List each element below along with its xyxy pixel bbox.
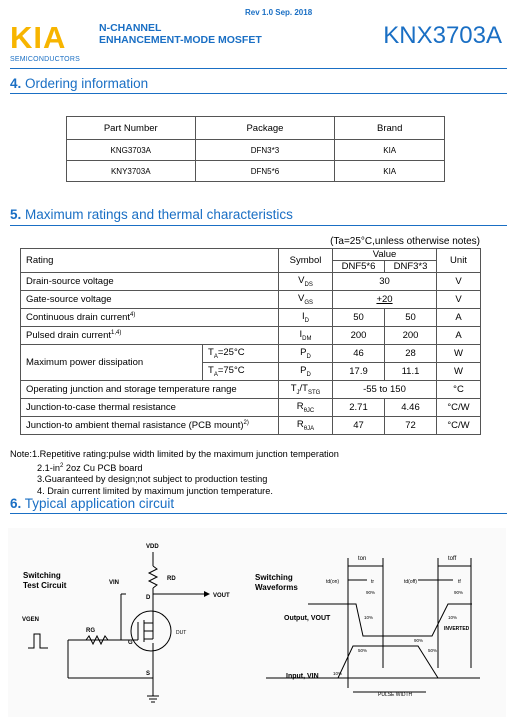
table-row [67,161,445,182]
symbol-pd-25: $P_D$ [279,345,333,363]
section6-number: 6. [10,496,22,511]
ratings-table [20,248,481,435]
col-symbol: Symbol [279,249,333,273]
wave-title-2: Waveforms [255,583,298,592]
label-vgen: VGEN [22,617,40,623]
unit-rja: °C/W [437,417,481,435]
rating-id: Continuous drain current$^{4)}$ [21,309,279,327]
col-brand: Brand [335,117,445,140]
label-50a: 50% [358,648,368,653]
part-number: KNX3703A [383,22,502,49]
col-unit: Unit [437,249,481,273]
cond-pd-75: $T_A=75^\circ C$ [203,363,279,381]
symbol-rjc: $R_{\theta JC}$ [279,399,333,417]
note-3: 3.Guaranteed by design;not subject to production testing [37,474,268,485]
rating-rja: Junction-to ambient themal rasistance (PCB mount)$^{2)}$ [21,417,279,435]
rating-pd: Maximum power dissipation [21,345,203,381]
label-rg: RG [86,628,95,634]
symbol-vgs: $V_{GS}$ [279,291,333,309]
rating-rjc: Junction-to-case thermal resistance [21,399,279,417]
wave-title-1: Switching [255,573,293,582]
symbol-tj: $T_J/T_{STG}$ [279,381,333,399]
label-s: S [146,671,151,677]
section5-heading [10,207,293,222]
table-row [21,345,481,363]
table-row [21,291,481,309]
section4-rule [10,93,507,94]
table-row [21,327,481,345]
unit-id: A [437,309,481,327]
section6-title: Typical application circuit [24,496,175,511]
value-rja-dfn56: 47 [333,417,385,435]
label-90a: 90% [366,590,376,595]
label-inverted: INVERTED [444,626,470,632]
label-g: G [128,640,133,646]
label-tdon: td(on) [326,579,340,585]
label-vin: VIN [109,580,120,586]
unit-pd-75: W [437,363,481,381]
section5-number: 5. [10,207,22,222]
table-row [21,273,481,291]
col-dfn56: DNF5*6 [333,261,385,273]
title-line2: ENHANCEMENT-MODE MOSFET [99,34,262,46]
value-id-dfn56: 50 [333,309,385,327]
symbol-rja: $R_{\theta JA}$ [279,417,333,435]
test-title-1: Switching [23,571,61,580]
table-row [21,417,481,435]
revision-label: Rev 1.0 Sep. 2018 [245,8,313,17]
unit-vds: V [437,273,481,291]
label-dut: DUT [176,630,187,636]
label-10a: 10% [364,615,374,620]
note-1: Note:1.Repetitive rating:pulse width limited by the maximum junction temperation [10,449,339,459]
value-idm-dfn56: 200 [333,327,385,345]
section6-heading [10,496,174,511]
section4-number: 4. [10,76,22,91]
unit-tj: °C [437,381,481,399]
section5-title: Maximum ratings and thermal characteristics [25,207,293,222]
notes [10,449,339,497]
label-10c: 10% [333,671,343,676]
value-rjc-dfn56: 2.71 [333,399,385,417]
label-tr: tr [371,579,375,585]
test-condition: (Ta=25°C,unless otherwise notes) [330,236,480,247]
label-d: D [146,595,151,601]
value-rja-dfn33: 72 [385,417,437,435]
value-pd75-dfn33: 11.1 [385,363,437,381]
header-rule [10,68,507,69]
kia-logo: KIA [10,20,67,55]
test-title-2: Test Circuit [23,581,67,590]
label-tf: tf [458,579,461,585]
value-vds: 30 [333,273,437,291]
value-vgs: +20 [333,291,437,309]
label-50b: 50% [428,648,438,653]
rating-tj: Operating junction and storage temperature range [21,381,279,399]
value-idm-dfn33: 200 [385,327,437,345]
cond-pd-25: $T_A=25^\circ C$ [203,345,279,363]
unit-pd-25: W [437,345,481,363]
title-line1: N-CHANNEL [99,22,162,34]
table-row [21,381,481,399]
symbol-idm: $I_{DM}$ [279,327,333,345]
symbol-id: $I_D$ [279,309,333,327]
section6-rule [10,513,507,514]
unit-idm: A [437,327,481,345]
table-row [21,309,481,327]
table-header-row [21,249,481,261]
label-rd: RD [167,576,176,582]
col-rating: Rating [21,249,279,273]
section4-title: Ordering information [25,76,149,91]
label-tdoff: td(off) [404,579,417,585]
ordering-table [66,116,445,182]
logo-subtitle: SEMICONDUCTORS [10,56,80,63]
application-circuit-figure [8,528,506,717]
table-row [21,399,481,417]
value-pd25-dfn33: 28 [385,345,437,363]
rating-vgs: Gate-source voltage [21,291,279,309]
symbol-vds: $V_{DS}$ [279,273,333,291]
value-pd75-dfn56: 17.9 [333,363,385,381]
table-row [67,140,445,161]
cell-package: DFN3*3 [195,140,335,161]
rating-vds: Drain-source voltage [21,273,279,291]
label-ton: ton [358,556,367,562]
note-4: 4. Drain current limited by maximum junction temperature. [37,485,273,496]
unit-vgs: V [437,291,481,309]
label-vout: VOUT [213,593,230,599]
label-90b: 90% [454,590,464,595]
table-header-row [67,117,445,140]
device-type-title [99,22,262,46]
label-input: Input, VIN [286,673,319,680]
unit-rjc: °C/W [437,399,481,417]
col-package: Package [195,117,335,140]
label-10b: 10% [448,615,458,620]
value-id-dfn33: 50 [385,309,437,327]
note-2: $2.1-in^2$ 2oz Cu PCB board [37,462,143,473]
section5-rule [10,225,507,226]
cell-brand: KIA [335,161,445,182]
col-part-number: Part Number [67,117,196,140]
rating-idm: Pulsed drain current$^{1,4)}$ [21,327,279,345]
col-value: Value [333,249,437,261]
symbol-pd-75: $P_D$ [279,363,333,381]
label-pulse-width: PULSE WIDTH [378,692,413,698]
value-pd25-dfn56: 46 [333,345,385,363]
value-tj: -55 to 150 [333,381,437,399]
cell-brand: KIA [335,140,445,161]
label-toff: toff [448,556,457,562]
cell-part: KNG3703A [67,140,196,161]
col-dfn33: DNF3*3 [385,261,437,273]
label-output: Output, VOUT [284,615,331,622]
section4-heading [10,76,148,91]
cell-package: DFN5*6 [195,161,335,182]
label-90c: 90% [414,638,424,643]
label-vdd: VDD [146,544,159,550]
value-rjc-dfn33: 4.46 [385,399,437,417]
cell-part: KNY3703A [67,161,196,182]
